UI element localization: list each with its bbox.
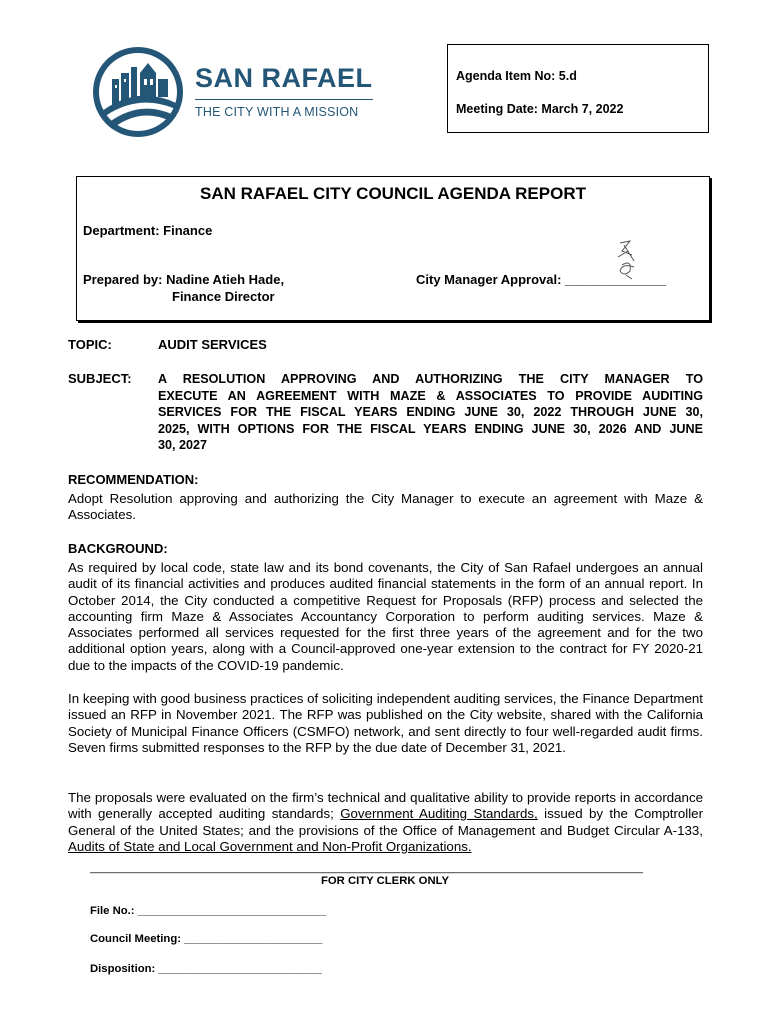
report-title: SAN RAFAEL CITY COUNCIL AGENDA REPORT (200, 184, 586, 203)
agenda-item-number: Agenda Item No: 5.d (456, 69, 577, 83)
meeting-date: Meeting Date: March 7, 2022 (456, 102, 624, 116)
department: Department: Finance (83, 223, 213, 238)
background-heading: BACKGROUND: (68, 541, 168, 556)
topic-label: TOPIC: (68, 337, 112, 352)
city-seal-icon (90, 45, 190, 140)
subject-line: 2025, WITH OPTIONS FOR THE FISCAL YEARS ENDING JUNE 30, 2026 AND JUNE (158, 421, 703, 436)
file-number-field: File No.: ______________________________ (90, 905, 327, 917)
agenda-info-box (447, 44, 709, 133)
background-paragraph-2: In keeping with good business practices of soliciting independent auditing services, the Finance Department issued an RFP in November 2021. The RFP was published on the City website, shared with the California Society of Municipal Finance Officers (CSMFO) network, and sent directly to four well-regarded audit firms. Seven firms submitted responses to the RFP by the due date of December 31, 2021. (68, 691, 703, 755)
paragraph-text: The proposals were evaluated on the firm’s technical and qualitative ability to provide reports in accordance with generally accepted auditing standards; (68, 790, 703, 822)
signature-initials (612, 237, 650, 282)
logo-tagline: THE CITY WITH A MISSION (195, 105, 359, 119)
subject-text (158, 371, 703, 454)
audits-reference: Audits of State and Local Government and Non-Profit Organizations. (68, 838, 472, 854)
clerk-divider: ________________________________________________________________________________________ (90, 862, 643, 874)
subject-line: EXECUTE AN AGREEMENT WITH MAZE & ASSOCIATES TO PROVIDE AUDITING (158, 388, 703, 403)
topic-value: AUDIT SERVICES (158, 337, 267, 352)
background-paragraph-1: As required by local code, state law and its bond covenants, the City of San Rafael undergoes an annual audit of its financial activities and produces audited financial statements in the form of an annual report. In October 2014, the City conducted a competitive Request for Proposals (RFP) process and selected the accounting firm Maze & Associates Accountancy Corporation to perform auditing services. Maze & Associates performed all services requested for the first three years of the agreement and for the two additional option years, along with a Council-approved one-year extension to the contract for FY 2020-21 due to the impacts of the COVID-19 pandemic. (68, 560, 703, 673)
recommendation-heading: RECOMMENDATION: (68, 472, 199, 487)
subject-label: SUBJECT: (68, 371, 132, 386)
city-logo (90, 45, 380, 140)
logo-rule (195, 99, 373, 100)
government-auditing-standards-reference: Government Auditing Standards, (340, 806, 538, 822)
subject-line: 30, 2027 (158, 438, 208, 453)
subject-line: A RESOLUTION APPROVING AND AUTHORIZING THE CITY MANAGER TO (158, 372, 703, 386)
paragraph-text: issued by the Comptroller General of the United States; and the provisions of the Office of Management and Budget Circular A-133, (68, 806, 703, 838)
city-manager-approval: City Manager Approval: ______________ (416, 272, 667, 287)
prepared-by: Prepared by: Nadine Atieh Hade, (83, 272, 285, 287)
disposition-field: Disposition: __________________________ (90, 963, 322, 975)
clerk-heading: FOR CITY CLERK ONLY (320, 875, 450, 887)
subject-line: SERVICES FOR THE FISCAL YEARS ENDING JUNE 30, 2022 THROUGH JUNE 30, (158, 405, 703, 420)
prepared-by-title: Finance Director (172, 289, 275, 304)
logo-name: SAN RAFAEL (195, 63, 373, 93)
recommendation-text: Adopt Resolution approving and authorizing the City Manager to execute an agreement with Maze & Associates. (68, 491, 703, 523)
background-paragraph-3 (68, 790, 703, 855)
report-header-box (76, 176, 710, 321)
council-meeting-field: Council Meeting: ______________________ (90, 933, 323, 945)
